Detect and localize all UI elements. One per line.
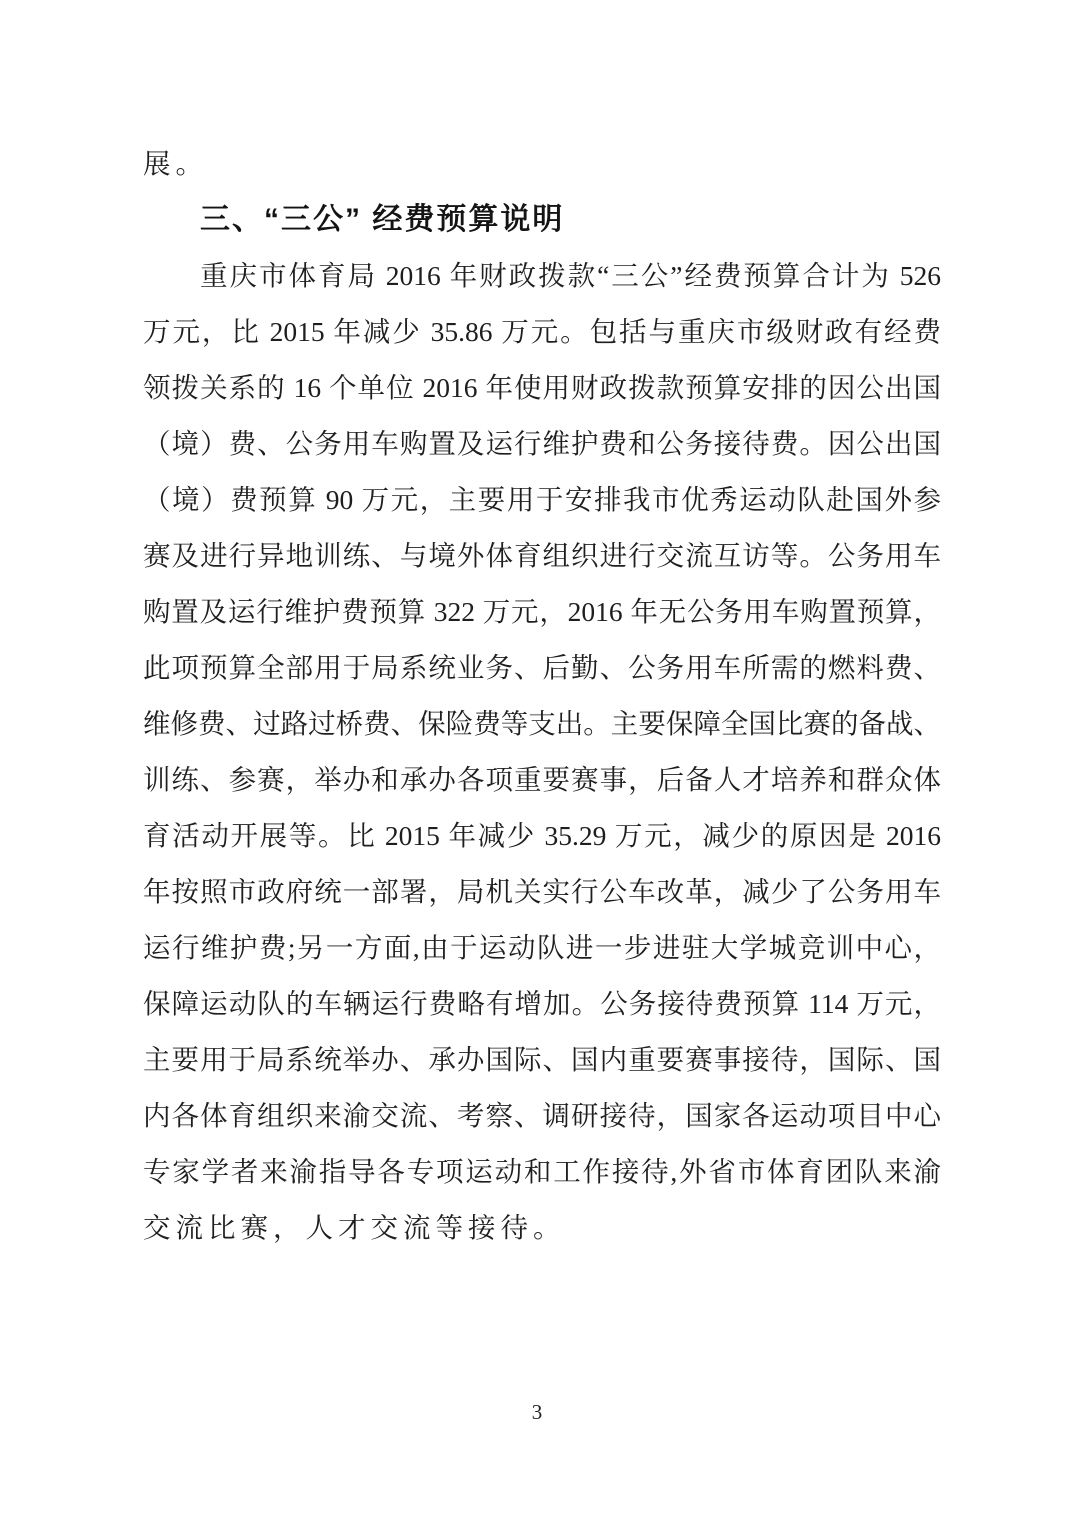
body-line: 运行维护费;另一方面,由于运动队进一步进驻大学城竞训中心，: [143, 932, 941, 963]
body-line: 育活动开展等。比 2015 年减少 35.29 万元，减少的原因是 2016: [143, 820, 941, 851]
section-heading: 三、“三公” 经费预算说明: [200, 203, 565, 236]
body-line: 主要用于局系统举办、承办国际、国内重要赛事接待，国际、国: [143, 1044, 941, 1075]
body-line: 内各体育组织来渝交流、考察、调研接待，国家各运动项目中心: [143, 1100, 941, 1131]
body-line: （境）费预算 90 万元，主要用于安排我市优秀运动队赴国外参: [143, 484, 941, 515]
body-line: 重庆市体育局 2016 年财政拨款“三公”经费预算合计为 526: [200, 260, 941, 291]
body-line: 赛及进行异地训练、与境外体育组织进行交流互访等。公务用车: [143, 540, 941, 571]
page-number: 3: [531, 1400, 543, 1424]
body-line: 领拨关系的 16 个单位 2016 年使用财政拨款预算安排的因公出国: [143, 372, 941, 403]
body-line: 训练、参赛，举办和承办各项重要赛事，后备人才培养和群众体: [143, 764, 941, 795]
body-line: 专家学者来渝指导各专项运动和工作接待,外省市体育团队来渝: [143, 1156, 941, 1187]
body-line: 年按照市政府统一部署，局机关实行公车改革，减少了公务用车: [143, 876, 941, 907]
paragraph-last-line: 交流比赛，人才交流等接待。: [143, 1212, 566, 1243]
continuation-line: 展。: [143, 148, 208, 179]
body-line: 保障运动队的车辆运行费略有增加。公务接待费预算 114 万元，: [143, 988, 941, 1019]
document-text-block: [143, 136, 941, 1256]
body-line: 购置及运行维护费预算 322 万元，2016 年无公务用车购置预算，: [143, 596, 941, 627]
body-line: 此项预算全部用于局系统业务、后勤、公务用车所需的燃料费、: [143, 652, 941, 683]
body-line: （境）费、公务用车购置及运行维护费和公务接待费。因公出国: [143, 428, 941, 459]
body-line: 万元，比 2015 年减少 35.86 万元。包括与重庆市级财政有经费: [143, 316, 941, 347]
body-line: 维修费、过路过桥费、保险费等支出。主要保障全国比赛的备战、: [143, 708, 941, 739]
